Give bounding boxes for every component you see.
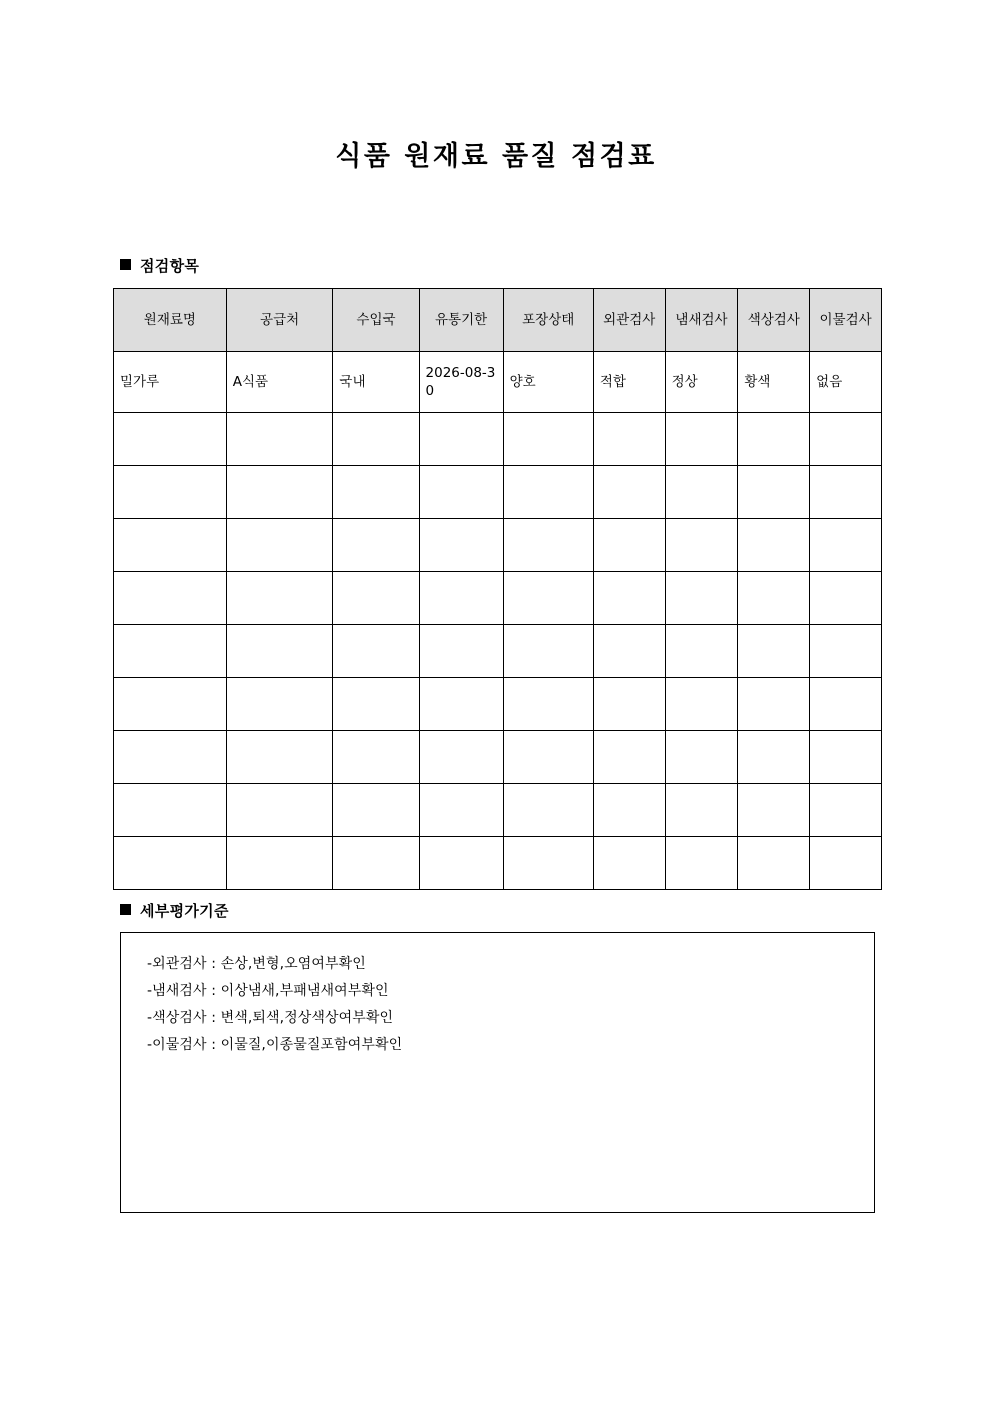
cell-empty-smell[interactable] [665, 731, 738, 784]
cell-empty-exp[interactable] [419, 466, 503, 519]
square-bullet-icon [120, 259, 131, 270]
cell-empty-sup[interactable] [226, 519, 333, 572]
cell-empty-sup[interactable] [226, 572, 333, 625]
cell-empty-foreign[interactable] [810, 466, 882, 519]
table-row-empty[interactable] [114, 625, 882, 678]
table-row-empty[interactable] [114, 413, 882, 466]
column-header-smell-check: 냄새검사 [665, 289, 738, 352]
table-row-empty[interactable] [114, 519, 882, 572]
criteria-line: -색상검사 : 변색,퇴색,정상색상여부확인 [147, 1010, 394, 1026]
cell-empty-smell[interactable] [665, 625, 738, 678]
cell-empty-pack[interactable] [503, 784, 593, 837]
cell-empty-exp[interactable] [419, 625, 503, 678]
cell-empty-exp[interactable] [419, 784, 503, 837]
cell-smell-check[interactable]: 정상 [665, 352, 738, 413]
cell-empty-origin[interactable] [333, 413, 419, 466]
cell-empty-name[interactable] [114, 731, 227, 784]
table-row[interactable] [114, 352, 882, 413]
cell-empty-smell[interactable] [665, 413, 738, 466]
section-heading-inspection-items-label: 점검항목 [140, 257, 200, 275]
cell-empty-sup[interactable] [226, 837, 333, 890]
cell-empty-exp[interactable] [419, 572, 503, 625]
section-heading-evaluation-criteria [120, 900, 229, 921]
criteria-line: -외관검사 : 손상,변형,오염여부확인 [147, 956, 366, 972]
cell-empty-name[interactable] [114, 678, 227, 731]
cell-empty-color[interactable] [738, 466, 810, 519]
cell-empty-exp[interactable] [419, 519, 503, 572]
cell-empty-name[interactable] [114, 519, 227, 572]
cell-expiry-date[interactable]: 2026-08-30 [419, 352, 503, 413]
cell-empty-foreign[interactable] [810, 731, 882, 784]
column-header-package-state: 포장상태 [503, 289, 593, 352]
cell-empty-exp[interactable] [419, 731, 503, 784]
cell-empty-color[interactable] [738, 413, 810, 466]
criteria-line: -냄새검사 : 이상냄새,부패냄새여부확인 [147, 983, 389, 999]
cell-empty-name[interactable] [114, 625, 227, 678]
cell-empty-foreign[interactable] [810, 837, 882, 890]
column-header-expiry-date: 유통기한 [419, 289, 503, 352]
table-row-empty[interactable] [114, 784, 882, 837]
cell-empty-origin[interactable] [333, 784, 419, 837]
cell-package-state[interactable]: 양호 [503, 352, 593, 413]
cell-empty-color[interactable] [738, 731, 810, 784]
table-row-empty[interactable] [114, 572, 882, 625]
cell-empty-sup[interactable] [226, 466, 333, 519]
cell-empty-pack[interactable] [503, 678, 593, 731]
cell-empty-vis[interactable] [593, 625, 665, 678]
square-bullet-icon [120, 904, 131, 915]
cell-empty-foreign[interactable] [810, 413, 882, 466]
cell-empty-sup[interactable] [226, 625, 333, 678]
cell-empty-smell[interactable] [665, 784, 738, 837]
cell-empty-name[interactable] [114, 413, 227, 466]
cell-empty-pack[interactable] [503, 731, 593, 784]
section-heading-evaluation-criteria-label: 세부평가기준 [140, 902, 229, 920]
cell-empty-origin[interactable] [333, 678, 419, 731]
column-header-import-country: 수입국 [333, 289, 419, 352]
cell-empty-origin[interactable] [333, 466, 419, 519]
cell-empty-pack[interactable] [503, 837, 593, 890]
cell-empty-vis[interactable] [593, 466, 665, 519]
cell-empty-origin[interactable] [333, 837, 419, 890]
cell-empty-name[interactable] [114, 466, 227, 519]
cell-empty-color[interactable] [738, 837, 810, 890]
cell-empty-exp[interactable] [419, 678, 503, 731]
table-row-empty[interactable] [114, 678, 882, 731]
cell-empty-color[interactable] [738, 678, 810, 731]
cell-empty-foreign[interactable] [810, 678, 882, 731]
cell-empty-vis[interactable] [593, 519, 665, 572]
evaluation-criteria-box [120, 932, 875, 1213]
cell-empty-pack[interactable] [503, 625, 593, 678]
cell-empty-smell[interactable] [665, 837, 738, 890]
cell-empty-origin[interactable] [333, 519, 419, 572]
cell-empty-sup[interactable] [226, 413, 333, 466]
table-row-empty[interactable] [114, 731, 882, 784]
cell-import-country[interactable]: 국내 [333, 352, 419, 413]
cell-empty-sup[interactable] [226, 784, 333, 837]
cell-empty-name[interactable] [114, 837, 227, 890]
inspection-items-table [113, 288, 882, 890]
cell-foreign-check[interactable]: 없음 [810, 352, 882, 413]
cell-empty-color[interactable] [738, 784, 810, 837]
cell-empty-sup[interactable] [226, 731, 333, 784]
criteria-line: -이물검사 : 이물질,이종물질포함여부확인 [147, 1037, 403, 1053]
cell-visual-check[interactable]: 적합 [593, 352, 665, 413]
cell-empty-vis[interactable] [593, 837, 665, 890]
cell-empty-pack[interactable] [503, 413, 593, 466]
cell-empty-origin[interactable] [333, 625, 419, 678]
cell-empty-origin[interactable] [333, 731, 419, 784]
cell-empty-foreign[interactable] [810, 572, 882, 625]
table-row-empty[interactable] [114, 837, 882, 890]
cell-material-name[interactable]: 밀가루 [114, 352, 227, 413]
cell-empty-pack[interactable] [503, 572, 593, 625]
column-header-visual-check: 외관검사 [593, 289, 665, 352]
cell-empty-smell[interactable] [665, 466, 738, 519]
cell-empty-vis[interactable] [593, 731, 665, 784]
inspection-items-table-body [114, 352, 882, 890]
section-heading-inspection-items [120, 255, 199, 276]
cell-empty-smell[interactable] [665, 519, 738, 572]
cell-empty-color[interactable] [738, 572, 810, 625]
evaluation-criteria-list [121, 933, 874, 1052]
cell-color-check[interactable]: 황색 [738, 352, 810, 413]
cell-empty-foreign[interactable] [810, 519, 882, 572]
column-header-material-name: 원재료명 [114, 289, 227, 352]
cell-empty-exp[interactable] [419, 413, 503, 466]
cell-empty-color[interactable] [738, 625, 810, 678]
table-header-row [114, 289, 882, 352]
cell-empty-vis[interactable] [593, 784, 665, 837]
column-header-supplier: 공급처 [226, 289, 333, 352]
cell-empty-pack[interactable] [503, 519, 593, 572]
cell-empty-smell[interactable] [665, 572, 738, 625]
cell-empty-foreign[interactable] [810, 784, 882, 837]
cell-empty-foreign[interactable] [810, 625, 882, 678]
cell-empty-exp[interactable] [419, 837, 503, 890]
table-row-empty[interactable] [114, 466, 882, 519]
cell-empty-vis[interactable] [593, 572, 665, 625]
column-header-color-check: 색상검사 [738, 289, 810, 352]
cell-empty-name[interactable] [114, 572, 227, 625]
cell-supplier[interactable]: A식품 [226, 352, 333, 413]
cell-empty-name[interactable] [114, 784, 227, 837]
cell-empty-pack[interactable] [503, 466, 593, 519]
page-title: 식품 원재료 품질 점검표 [335, 141, 657, 172]
cell-empty-origin[interactable] [333, 572, 419, 625]
cell-empty-vis[interactable] [593, 413, 665, 466]
cell-empty-smell[interactable] [665, 678, 738, 731]
column-header-foreign-check: 이물검사 [810, 289, 882, 352]
cell-empty-color[interactable] [738, 519, 810, 572]
cell-empty-sup[interactable] [226, 678, 333, 731]
cell-empty-vis[interactable] [593, 678, 665, 731]
